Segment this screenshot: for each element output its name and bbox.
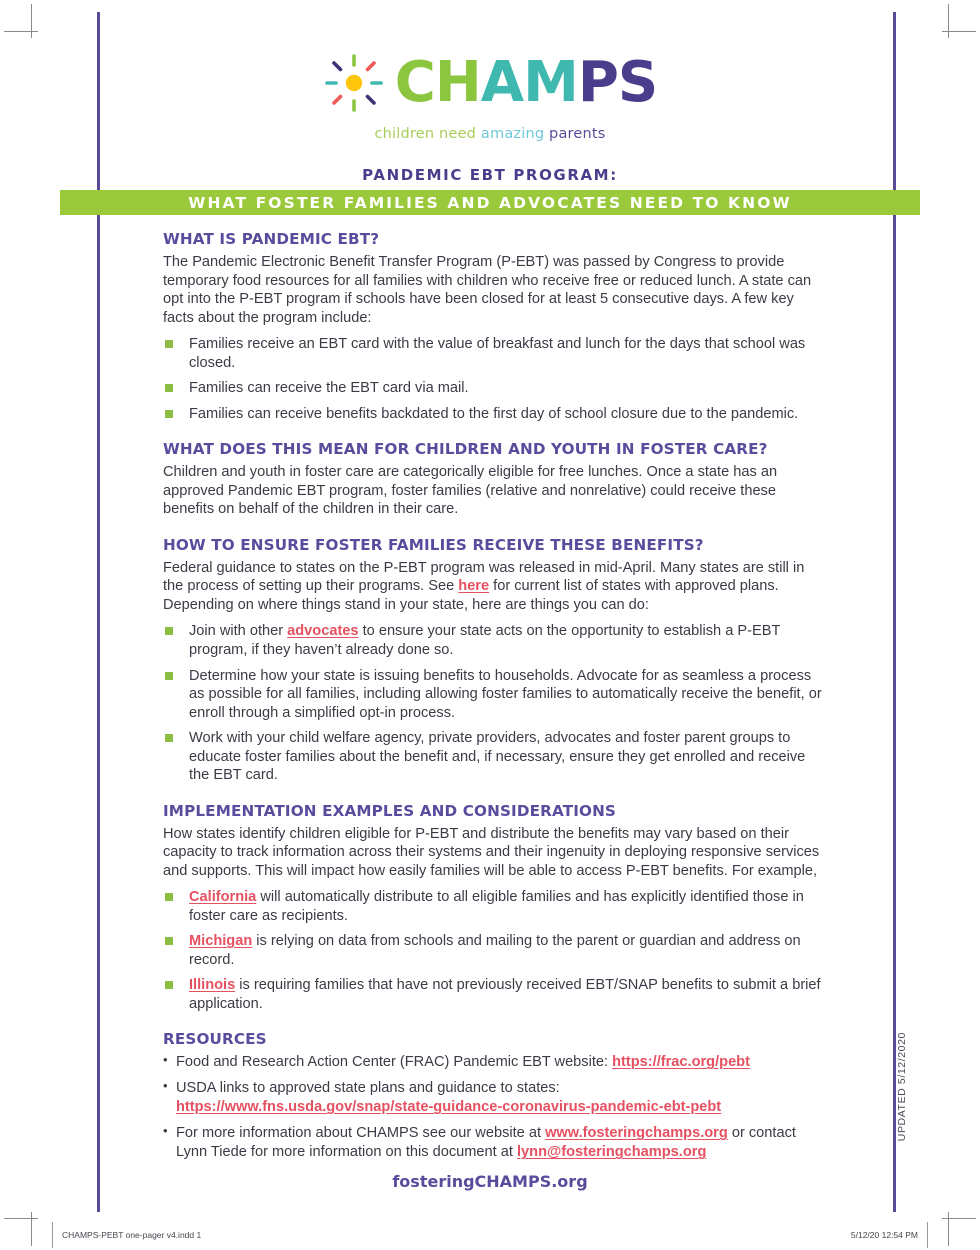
illinois-link[interactable]: Illinois — [189, 977, 236, 994]
resource-text: Food and Research Action Center (FRAC) Pandemic EBT website: — [176, 1054, 613, 1071]
champs-logo — [0, 52, 980, 142]
section-resources — [163, 1030, 823, 1162]
page-title-kicker: PANDEMIC EBT PROGRAM: — [362, 166, 618, 184]
section-heading: RESOURCES — [163, 1030, 267, 1049]
document-body — [163, 230, 823, 1169]
section-heading: HOW TO ENSURE FOSTER FAMILIES RECEIVE THESE BENEFITS? — [163, 535, 704, 554]
section-heading: IMPLEMENTATION EXAMPLES AND CONSIDERATIONS — [163, 801, 617, 820]
list-item — [163, 932, 823, 969]
frac-pebt-link[interactable]: https://frac.org/pebt — [612, 1054, 750, 1071]
list-item-text-after-link: to ensure your state acts on the opportunity to establish a P-EBT program, if they haven’t already done so. — [189, 623, 781, 658]
section-heading: WHAT DOES THIS MEAN FOR CHILDREN AND YOUTH IN FOSTER CARE? — [163, 440, 768, 459]
resource-text: For more information about CHAMPS see our website at — [176, 1125, 546, 1142]
lynn-email-link[interactable]: lynn@fosteringchamps.org — [516, 1144, 707, 1161]
sun-icon — [323, 52, 385, 114]
list-item: Families receive an EBT card with the value of breakfast and lunch for the days that school was closed. — [163, 335, 823, 372]
list-item-text: is requiring families that have not previously received EBT/SNAP benefits to submit a brief application. — [189, 977, 821, 1012]
section-foster-care-meaning — [163, 440, 823, 519]
list-item — [163, 1079, 823, 1117]
updated-date-stamp: UPDATED 5/12/2020 — [896, 1032, 908, 1142]
section-paragraph: The Pandemic Electronic Benefit Transfer Program (P-EBT) was passed by Congress to provide temporary food resources for all families with children who receive free or reduced lunch. A state can opt into the P-EBT program if schools have been closed for at least 5 consecutive days. A few key facts about the program include: — [163, 254, 812, 326]
section-paragraph: Children and youth in foster care are categorically eligible for free lunches. Once a state has an approved Pandemic EBT program, foster families (relative and nonrelative) could receive these benefits on behalf of the children in their care. — [163, 464, 778, 518]
fosteringchamps-website-link[interactable]: www.fosteringchamps.org — [545, 1125, 728, 1142]
page-title-banner — [60, 190, 920, 215]
list-item: Work with your child welfare agency, private providers, advocates and foster parent groups to educate foster families about the benefit and, if necessary, ensure they get enrolled and receive the EBT card. — [163, 729, 823, 785]
list-item: Families can receive the EBT card via mail. — [163, 379, 823, 398]
list-item — [163, 1124, 823, 1162]
footer-website-url: fosteringCHAMPS.org — [392, 1172, 588, 1191]
california-link[interactable]: California — [189, 889, 257, 906]
page-title-banner-text: WHAT FOSTER FAMILIES AND ADVOCATES NEED TO KNOW — [188, 193, 792, 212]
list-item-text: is relying on data from schools and mailing to the parent or guardian and address on record. — [189, 933, 801, 968]
resource-text: USDA links to approved state plans and guidance to states: — [176, 1080, 560, 1097]
here-link[interactable]: here — [458, 578, 490, 595]
implementation-bullet-list — [163, 888, 823, 1013]
paragraph-text-before-link: Federal guidance to states on the P-EBT program was released in mid-April. Many states are still in the process of setting up their programs. See — [163, 559, 805, 595]
michigan-link[interactable]: Michigan — [189, 933, 253, 950]
champs-wordmark: CHAMPS — [394, 50, 658, 115]
list-item-text: will automatically distribute to all eligible families and has explicitly identified those in foster care as recipients. — [189, 889, 804, 924]
print-info-bar — [52, 1222, 928, 1248]
list-item-text-before-link: Join with other — [189, 623, 288, 640]
crop-mark-top-left-vertical — [31, 4, 32, 38]
advocates-link[interactable]: advocates — [287, 623, 359, 640]
resource-text-middle: or contact Lynn Tiede for more information on this document at — [176, 1125, 796, 1161]
list-item — [163, 622, 823, 659]
paragraph-text-after-link: for current list of states with approved plans. Depending on where things stand in your state, here are things you can do: — [163, 578, 779, 613]
list-item — [163, 888, 823, 925]
section-heading: WHAT IS PANDEMIC EBT? — [163, 230, 380, 248]
resources-list — [163, 1053, 823, 1162]
section-what-is-pandemic-ebt — [163, 230, 823, 423]
section-ensure-benefits — [163, 536, 823, 785]
section-paragraph — [163, 559, 823, 615]
print-filename: CHAMPS-PEBT one-pager v4.indd 1 — [62, 1230, 202, 1240]
crop-mark-bottom-right-horizontal — [942, 1218, 976, 1219]
crop-mark-top-left-horizontal — [4, 31, 38, 32]
section-implementation-examples — [163, 802, 823, 1014]
usda-state-guidance-link[interactable]: https://www.fns.usda.gov/snap/state-guidance-coronavirus-pandemic-ebt-pebt — [176, 1099, 722, 1116]
list-item — [163, 976, 823, 1013]
list-item — [163, 1053, 823, 1072]
print-timestamp: 5/12/20 12:54 PM — [850, 1230, 918, 1240]
list-item: Families can receive benefits backdated to the first day of school closure due to the pandemic. — [163, 405, 823, 424]
section-paragraph: How states identify children eligible for P-EBT and distribute the benefits may vary based on their capacity to track information across their systems and their ingenuity in deploying responsive services and supports. This will impact how easily families will be able to access P-EBT benefits. For example, — [163, 825, 820, 879]
crop-mark-top-right-vertical — [948, 4, 949, 38]
ensure-benefits-bullet-list — [163, 622, 823, 784]
what-is-bullet-list — [163, 335, 823, 423]
list-item: Determine how your state is issuing benefits to households. Advocate for as seamless a process as possible for all families, including allowing foster families to automatically receive the benefit, or enroll through a simplified opt-in process. — [163, 667, 823, 723]
crop-mark-bottom-left-horizontal — [4, 1218, 38, 1219]
champs-tagline: children need amazing parents — [374, 126, 606, 142]
crop-mark-top-right-horizontal — [942, 31, 976, 32]
